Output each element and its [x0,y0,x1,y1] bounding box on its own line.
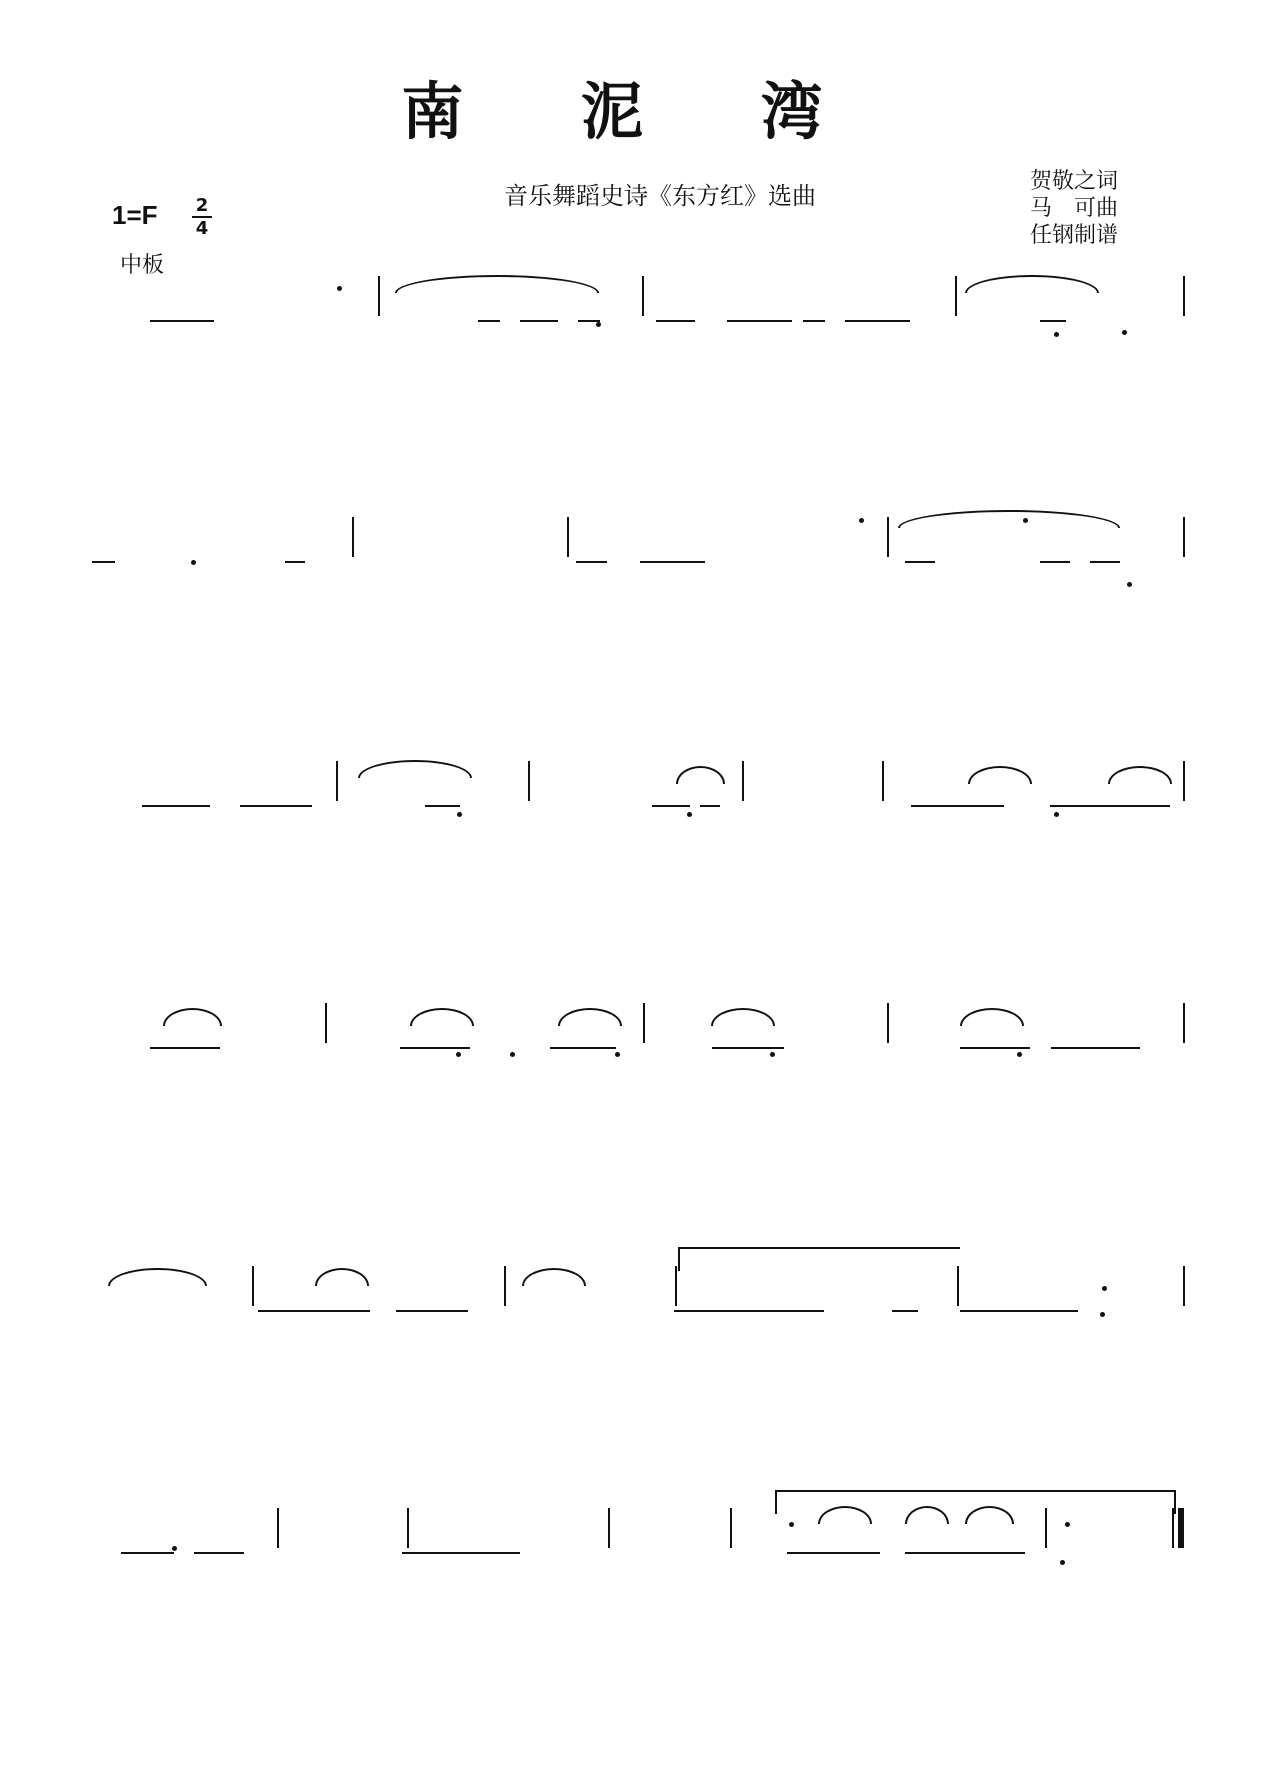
octave-dot [456,1052,461,1057]
barline [1183,276,1185,316]
barline [1183,517,1185,557]
barline [608,1508,610,1548]
credits [1030,168,1118,249]
octave-dot [596,322,601,327]
underline [652,805,690,807]
slur [960,1008,1024,1026]
octave-dot [172,1546,177,1551]
underline [905,1552,1025,1554]
slur [315,1268,369,1286]
barline [957,1266,959,1306]
underline [396,1310,468,1312]
underline [258,1310,370,1312]
barline [643,1003,645,1043]
underline [640,561,705,563]
barline [642,276,644,316]
underline [1090,561,1120,563]
barline [277,1508,279,1548]
octave-dot [1102,1286,1107,1291]
underline [1040,561,1070,563]
subtitle: 音乐舞蹈史诗《东方红》选曲 [504,182,816,210]
octave-dot [1054,812,1059,817]
barline [352,517,354,557]
barline [252,1266,254,1306]
barline [1172,1508,1174,1548]
barline [1183,761,1185,801]
underline [425,805,460,807]
slur [711,1008,775,1026]
underline [285,561,305,563]
underline [727,320,792,322]
slur [965,275,1099,293]
octave-dot-high [859,518,864,523]
octave-dot [510,1052,515,1057]
octave-dot [191,560,196,565]
slur [676,766,725,784]
underline [121,1552,174,1554]
underline [712,1047,784,1049]
slur [968,766,1032,784]
underline [576,561,607,563]
underline [520,320,558,322]
underline [142,805,210,807]
barline [336,761,338,801]
barline [887,1003,889,1043]
slur [898,510,1120,528]
octave-dot-high [1065,1522,1070,1527]
octave-dot [615,1052,620,1057]
underline [892,1310,918,1312]
underline [550,1047,616,1049]
barline [378,276,380,316]
barline [730,1508,732,1548]
credit-lyricist: 贺敬之词 [1030,169,1119,194]
underline [911,805,1004,807]
underline [674,1310,824,1312]
slur [522,1268,586,1286]
octave-dot [770,1052,775,1057]
underline [845,320,910,322]
barline [955,276,957,316]
time-signature-top: 2 [195,195,209,216]
barline [407,1508,409,1548]
octave-dot [457,812,462,817]
underline [960,1310,1078,1312]
underline [240,805,312,807]
octave-dot-high [1023,518,1028,523]
time-signature [192,196,212,238]
barline [528,761,530,801]
underline [92,561,115,563]
octave-dot [1127,582,1132,587]
page-title: 南 泥 湾 [401,75,871,148]
slur [163,1008,222,1026]
barline [1045,1508,1047,1548]
final-barline [1178,1508,1184,1548]
octave-dot [1017,1052,1022,1057]
slur [395,275,599,293]
barline [567,517,569,557]
slur [358,760,472,778]
underline [194,1552,244,1554]
barline [882,761,884,801]
barline [1183,1266,1185,1306]
key-signature: 1=F [112,200,158,230]
barline [325,1003,327,1043]
barline [675,1266,677,1306]
octave-dot [1100,1312,1105,1317]
underline [656,320,695,322]
underline [1051,1047,1140,1049]
slur [410,1008,474,1026]
underline [400,1047,470,1049]
underline [787,1552,880,1554]
octave-dot [1060,1560,1065,1565]
barline [887,517,889,557]
underline [960,1047,1030,1049]
slur [1108,766,1172,784]
slur [108,1268,207,1286]
slur [558,1008,622,1026]
tempo-marking: 中板 [120,253,165,278]
barline [742,761,744,801]
underline [150,320,214,322]
octave-dot [1122,330,1127,335]
octave-dot [1054,332,1059,337]
underline [1040,320,1066,322]
volta-bracket [775,1490,1176,1514]
underline [905,561,935,563]
credit-transcriber: 任钢制谱 [1030,223,1119,248]
octave-dot-high [789,1522,794,1527]
barline [504,1266,506,1306]
underline [1050,805,1170,807]
volta-bracket [678,1247,960,1271]
barline [1183,1003,1185,1043]
underline [803,320,825,322]
underline [402,1552,520,1554]
time-signature-bottom: 4 [195,218,209,239]
underline [150,1047,220,1049]
underline [478,320,500,322]
octave-dot [687,812,692,817]
credit-composer: 马 可曲 [1030,196,1119,221]
octave-dot-high [337,286,342,291]
underline [700,805,720,807]
